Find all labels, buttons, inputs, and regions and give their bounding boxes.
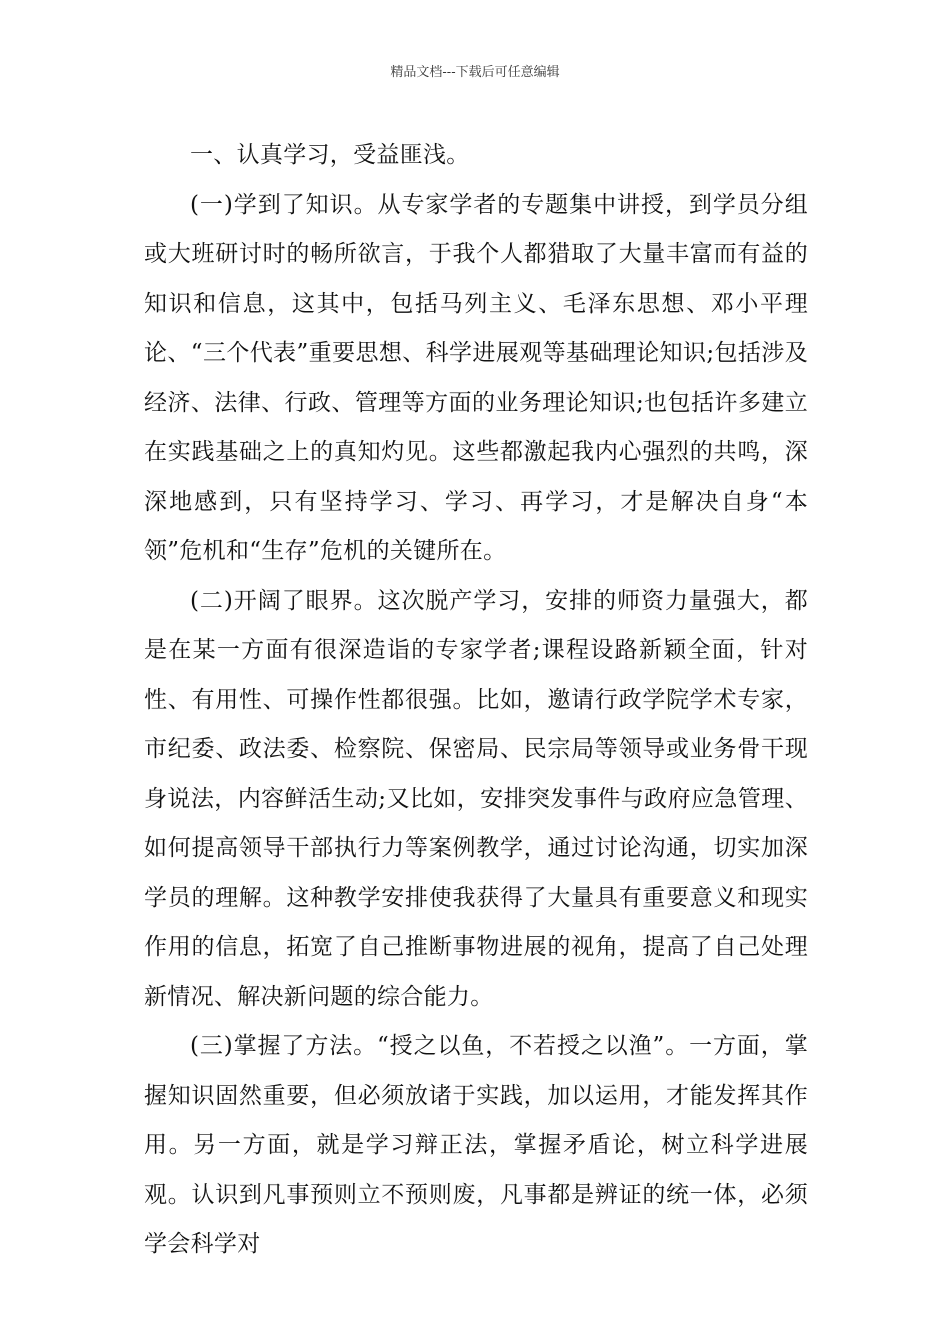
paragraph-3: (三)掌握了方法。“授之以鱼，不若授之以渔”。一方面，掌握知识固然重要，但必须放诸于实践，加以运用，才能发挥其作用。另一方面，就是学习辩正法，掌握矛盾论，树立科学进展观。认识到凡事预则立不预则废，凡事都是辨证的统一体，必须学会科学对: [144, 1033, 808, 1257]
page-header: 精品文档---下载后可任意编辑: [390, 65, 560, 80]
document-body: [144, 131, 808, 1270]
paragraph-2: (二)开阔了眼界。这次脱产学习，安排的师资力量强大，都是在某一方面有很深造诣的专家学者;课程设路新颖全面，针对性、有用性、可操作性都很强。比如，邀请行政学院学术专家，市纪委、政法委、检察院、保密局、民宗局等领导或业务骨干现身说法，内容鲜活生动;又比如，安排突发事件与政府应急管理、如何提高领导干部执行力等案例教学，通过讨论沟通，切实加深学员的理解。这种教学安排使我获得了大量具有重要意义和现实作用的信息，拓宽了自己推断事物进展的视角，提高了自己处理新情况、解决新问题的综合能力。: [144, 587, 808, 1010]
section-heading: 一、认真学习，受益匪浅。: [190, 142, 470, 168]
paragraph-1: (一)学到了知识。从专家学者的专题集中讲授，到学员分组或大班研讨时的畅所欲言，于我个人都猎取了大量丰富而有益的知识和信息，这其中，包括马列主义、毛泽东思想、邓小平理论、“三个代表”重要思想、科学进展观等基础理论知识;包括涉及经济、法律、行政、管理等方面的业务理论知识;也包括许多建立在实践基础之上的真知灼见。这些都激起我内心强烈的共鸣，深深地感到，只有坚持学习、学习、再学习，才是解决自身“本领”危机和“生存”危机的关键所在。: [144, 191, 808, 564]
